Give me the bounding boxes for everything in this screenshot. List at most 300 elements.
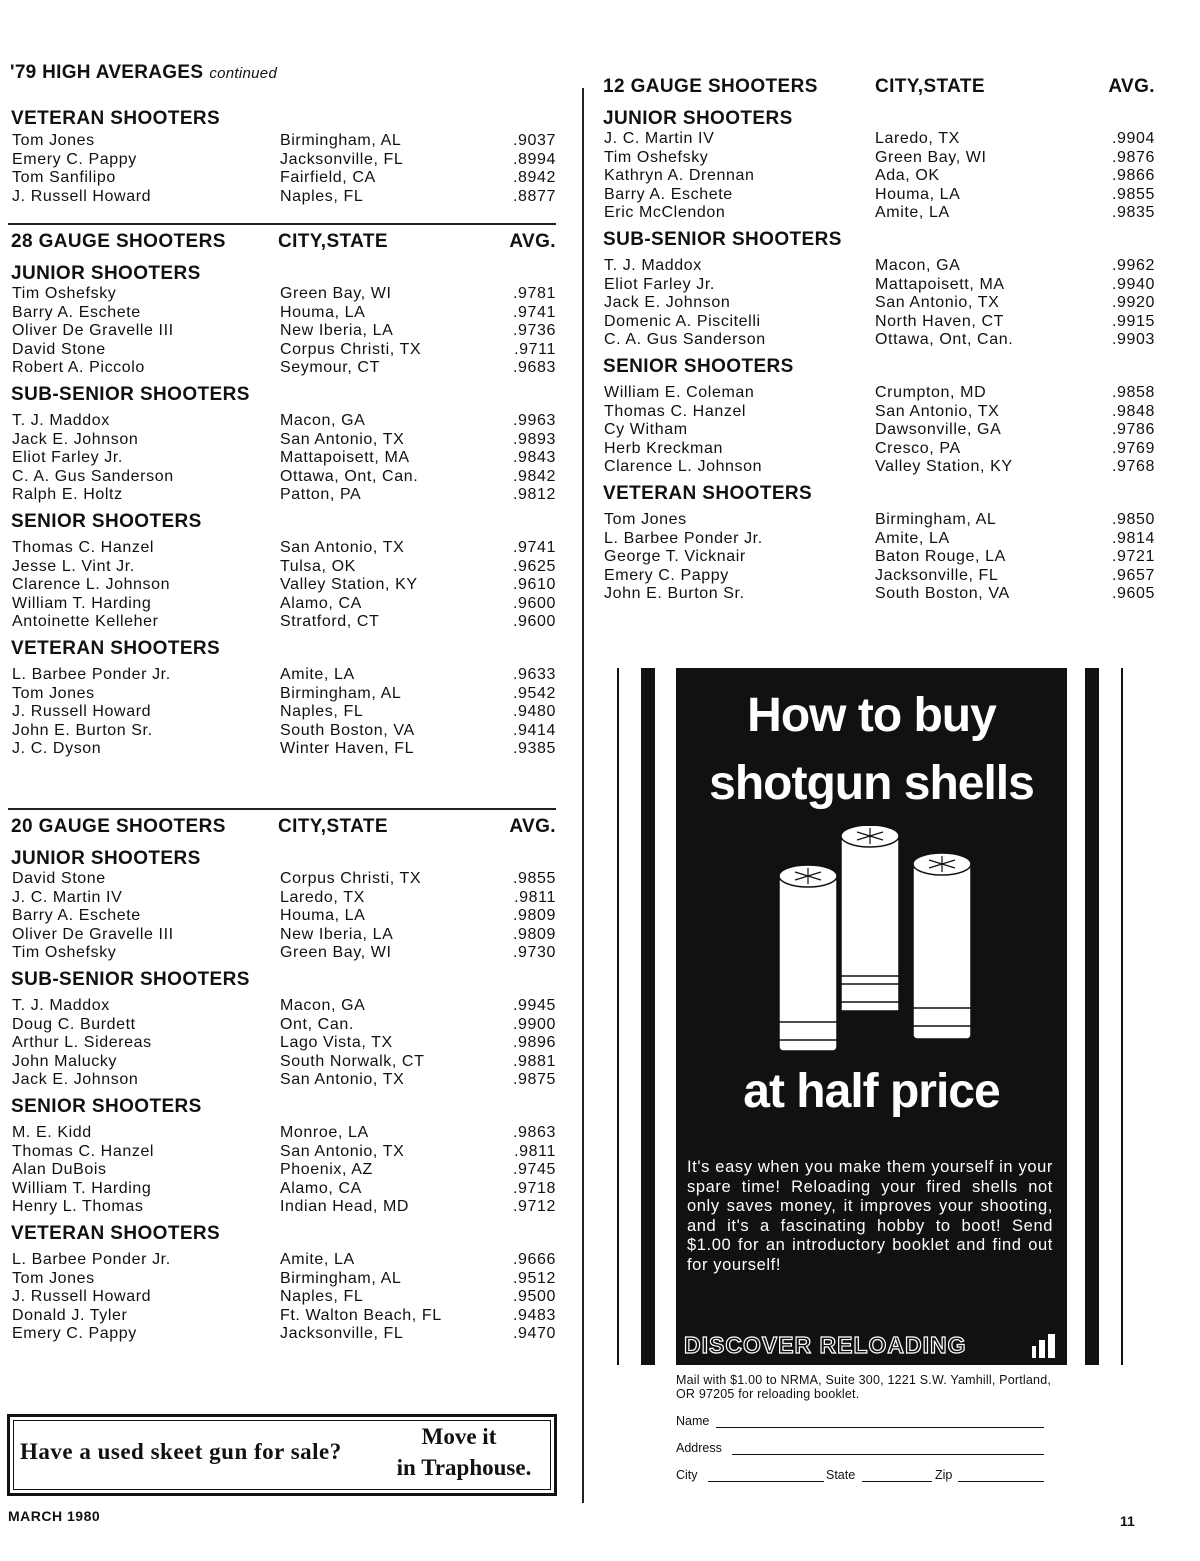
shooter-city: Green Bay, WI <box>280 285 392 302</box>
result-row <box>8 595 556 614</box>
result-row <box>8 1016 556 1035</box>
shooter-average: .9037 <box>512 132 556 149</box>
shooter-name: Donald J. Tyler <box>12 1306 128 1324</box>
coupon-name-field[interactable] <box>676 1407 1056 1434</box>
shooter-name: C. A. Gus Sanderson <box>12 467 174 485</box>
shooter-name: T. J. Maddox <box>12 411 110 429</box>
shooter-name: Tom Sanfilipo <box>12 169 116 187</box>
shooter-average: .9866 <box>1111 167 1155 185</box>
result-row <box>8 1071 556 1090</box>
shooter-city: Valley Station, KY <box>280 576 418 594</box>
shooter-name: Arthur L. Sidereas <box>12 1034 152 1052</box>
shooter-average: .9904 <box>1111 130 1155 147</box>
section-rule <box>8 223 556 225</box>
coupon-mail-instructions: Mail with $1.00 to NRMA, Suite 300, 1221 S.W. Yamhill, Portland, OR 97205 for reloading booklet. <box>676 1373 1052 1401</box>
shooter-average: .9814 <box>1111 529 1155 547</box>
shooter-average: .9900 <box>512 1015 556 1033</box>
shooter-city: Houma, LA <box>280 907 366 925</box>
shooter-average: .9736 <box>512 322 556 340</box>
result-row <box>8 1198 556 1217</box>
shooter-name: J. Russell Howard <box>12 1288 152 1306</box>
shooter-city: Macon, GA <box>280 411 366 429</box>
shooter-name: J. C. Dyson <box>12 740 102 758</box>
result-row <box>8 907 556 926</box>
shooter-name: Jack E. Johnson <box>604 294 731 312</box>
result-row <box>8 341 556 360</box>
section-title: VETERAN SHOOTERS <box>11 108 221 129</box>
footer-date: MARCH 1980 <box>8 1508 101 1524</box>
coupon-state-label: State <box>826 1468 856 1482</box>
shooter-city: San Antonio, TX <box>280 538 405 556</box>
shooter-city: Amite, LA <box>875 529 950 547</box>
section-title: SUB-SENIOR SHOOTERS <box>603 228 842 250</box>
shooter-city: Jacksonville, FL <box>875 566 999 584</box>
shooter-name: J. Russell Howard <box>12 187 152 205</box>
shooter-city: Ada, OK <box>875 167 940 185</box>
shooter-city: Amite, LA <box>280 1250 355 1268</box>
result-row <box>600 530 1155 549</box>
avg-column-header: AVG. <box>509 816 556 837</box>
shooter-city: Corpus Christi, TX <box>280 340 422 358</box>
shooter-name: Robert A. Piccolo <box>12 359 145 377</box>
shooter-city: Amite, LA <box>875 204 950 222</box>
shooter-name: M. E. Kidd <box>12 1123 92 1141</box>
shooter-name: Jack E. Johnson <box>12 430 139 448</box>
shooter-city: Naples, FL <box>280 1288 364 1306</box>
shooter-name: Barry A. Eschete <box>12 907 141 925</box>
ad-headline-3: at half price <box>743 1065 1000 1118</box>
shooter-average: .9809 <box>512 907 556 925</box>
result-row <box>8 1251 556 1270</box>
shooter-name: J. C. Martin IV <box>604 130 715 147</box>
event-header <box>600 76 1155 102</box>
results-list <box>600 511 1155 604</box>
shooter-average: .9896 <box>512 1034 556 1052</box>
result-row <box>600 511 1155 530</box>
shooter-city: Laredo, TX <box>875 130 960 147</box>
shooter-average: .9385 <box>512 740 556 758</box>
avg-column-header: AVG. <box>1108 76 1155 97</box>
shooter-name: Cy Witham <box>604 421 688 439</box>
result-row <box>600 548 1155 567</box>
shooter-city: Indian Head, MD <box>280 1198 410 1216</box>
result-row <box>8 132 556 151</box>
result-row <box>600 204 1155 223</box>
result-row <box>8 1325 556 1344</box>
shooter-name: Thomas C. Hanzel <box>604 402 747 420</box>
shooter-average: .9786 <box>1111 421 1155 439</box>
result-row <box>8 169 556 188</box>
shooter-name: David Stone <box>12 870 106 887</box>
shooter-city: Baton Rouge, LA <box>875 548 1006 566</box>
shooter-average: .9876 <box>1111 148 1155 166</box>
shooter-name: Herb Kreckman <box>604 439 723 457</box>
shooter-average: .9842 <box>512 467 556 485</box>
shooter-city: Naples, FL <box>280 703 364 721</box>
veteran-continued-block <box>8 106 556 206</box>
shooter-name: L. Barbee Ponder Jr. <box>604 529 763 547</box>
shooter-city: Stratford, CT <box>280 613 380 631</box>
shooter-name: Kathryn A. Drennan <box>604 167 755 185</box>
result-row <box>8 926 556 945</box>
classified-cta-line1: Move it <box>421 1424 497 1449</box>
shooter-name: Barry A. Eschete <box>604 185 733 203</box>
shooter-average: .9600 <box>512 613 556 631</box>
ad-headline-2: shotgun shells <box>709 757 1034 810</box>
running-head-title: '79 HIGH AVERAGES <box>10 62 204 83</box>
shooter-average: .9745 <box>512 1161 556 1179</box>
shooter-average: .9940 <box>1111 275 1155 293</box>
ad-headline-1: How to buy <box>747 689 996 742</box>
shooter-city: Houma, LA <box>280 303 366 321</box>
shooter-average: .9741 <box>512 303 556 321</box>
shotgun-shells-illustration <box>771 826 971 1056</box>
shooter-average: .9903 <box>1111 331 1155 349</box>
shooter-name: Oliver De Gravelle III <box>12 322 174 340</box>
shooter-city: Jacksonville, FL <box>280 1325 404 1343</box>
shooter-city: New Iberia, LA <box>280 322 394 340</box>
result-row <box>600 567 1155 586</box>
result-row <box>8 558 556 577</box>
shooter-name: T. J. Maddox <box>12 996 110 1014</box>
avg-column-header: AVG. <box>509 231 556 252</box>
section-title: JUNIOR SHOOTERS <box>11 263 201 284</box>
shooter-average: .9633 <box>512 665 556 683</box>
shooter-name: William T. Harding <box>12 594 152 612</box>
shooter-name: Clarence L. Johnson <box>604 458 763 476</box>
shooter-average: .9893 <box>512 430 556 448</box>
shooter-city: Amite, LA <box>280 665 355 683</box>
shooter-city: Lago Vista, TX <box>280 1034 393 1052</box>
section-title: SENIOR SHOOTERS <box>11 510 202 532</box>
shooter-name: Thomas C. Hanzel <box>12 538 155 556</box>
classified-cta-line2: in Traphouse. <box>396 1455 532 1480</box>
page-number: 11 <box>1120 1513 1135 1529</box>
shooter-name: Jack E. Johnson <box>12 1071 139 1089</box>
shooter-average: .9809 <box>512 925 556 943</box>
shooter-city: Patton, PA <box>280 486 362 504</box>
shooter-name: Eliot Farley Jr. <box>12 449 123 467</box>
shooter-city: San Antonio, TX <box>875 294 1000 312</box>
shooter-city: Ottawa, Ont, Can. <box>875 331 1014 349</box>
event-title: 20 GAUGE SHOOTERS <box>11 816 226 837</box>
shooter-city: Mattapoisett, MA <box>875 275 1005 293</box>
result-row <box>600 257 1155 276</box>
result-row <box>8 1270 556 1289</box>
result-row <box>600 403 1155 422</box>
results-list <box>8 1251 556 1344</box>
shooter-city: Birmingham, AL <box>280 1269 402 1287</box>
event-header <box>8 816 556 842</box>
shooter-name: Antoinette Kelleher <box>12 613 159 631</box>
shooter-city: Naples, FL <box>280 187 364 205</box>
shooter-average: .9811 <box>514 1142 556 1160</box>
result-row <box>8 666 556 685</box>
shooter-name: John E. Burton Sr. <box>12 721 153 739</box>
shooter-city: Alamo, CA <box>280 594 362 612</box>
result-row <box>8 449 556 468</box>
shooter-name: J. C. Martin IV <box>12 888 123 906</box>
shooter-city: San Antonio, TX <box>280 1142 405 1160</box>
result-row <box>600 276 1155 295</box>
shooter-average: .9858 <box>1111 383 1155 401</box>
coupon-address-label: Address <box>676 1441 722 1455</box>
shooter-name: Emery C. Pappy <box>12 1325 137 1343</box>
shooter-city: Houma, LA <box>875 185 961 203</box>
shooter-average: .9920 <box>1111 294 1155 312</box>
shooter-city: Jacksonville, FL <box>280 150 404 168</box>
shooter-name: L. Barbee Ponder Jr. <box>12 665 171 683</box>
shooter-average: .9625 <box>512 557 556 575</box>
section-title: JUNIOR SHOOTERS <box>603 108 793 129</box>
shooter-city: Birmingham, AL <box>280 132 402 149</box>
shooter-name: Emery C. Pappy <box>12 150 137 168</box>
coupon-city-state-zip-field[interactable] <box>676 1461 1056 1488</box>
result-row <box>8 722 556 741</box>
result-row <box>8 539 556 558</box>
shooter-average: .9945 <box>512 996 556 1014</box>
result-row <box>600 440 1155 459</box>
result-row <box>8 1124 556 1143</box>
shooter-name: John Malucky <box>12 1052 118 1070</box>
shooter-city: Corpus Christi, TX <box>280 870 422 887</box>
shooter-city: Birmingham, AL <box>875 510 997 528</box>
shooter-city: Mattapoisett, MA <box>280 449 410 467</box>
bars-icon <box>1031 1332 1055 1358</box>
shooter-city: Ft. Walton Beach, FL <box>280 1306 442 1324</box>
result-row <box>8 740 556 759</box>
shooter-average: .9483 <box>512 1306 556 1324</box>
shooter-city: South Boston, VA <box>875 585 1010 603</box>
shooter-city: Ont, Can. <box>280 1015 354 1033</box>
shooter-city: San Antonio, TX <box>875 402 1000 420</box>
results-list <box>8 997 556 1090</box>
shooter-city: North Haven, CT <box>875 312 1005 330</box>
shooter-average: .9843 <box>512 449 556 467</box>
result-row <box>8 685 556 704</box>
gauge-20-block <box>8 808 556 1344</box>
shooter-city: San Antonio, TX <box>280 1071 405 1089</box>
section-title: VETERAN SHOOTERS <box>11 1222 221 1244</box>
section-title: SENIOR SHOOTERS <box>603 355 794 377</box>
shooter-name: Barry A. Eschete <box>12 303 141 321</box>
shooter-name: Jesse L. Vint Jr. <box>12 557 135 575</box>
result-row <box>8 1161 556 1180</box>
shooter-average: .9963 <box>512 411 556 429</box>
running-head-note: continued <box>209 65 278 82</box>
shooter-average: .9848 <box>1111 402 1155 420</box>
shooter-average: .9512 <box>512 1269 556 1287</box>
gauge-28-block <box>8 223 556 759</box>
shooter-name: Ralph E. Holtz <box>12 486 123 504</box>
results-list <box>600 130 1155 223</box>
shooter-average: .9768 <box>1111 458 1155 476</box>
shooter-city: Laredo, TX <box>280 888 365 906</box>
shooter-average: .9470 <box>512 1325 556 1343</box>
shooter-city: Green Bay, WI <box>280 944 392 962</box>
shooter-average: .9741 <box>512 538 556 556</box>
shooter-city: South Boston, VA <box>280 721 415 739</box>
shooter-average: .9875 <box>512 1071 556 1089</box>
result-row <box>600 130 1155 149</box>
shooter-city: Green Bay, WI <box>875 148 987 166</box>
shooter-average: .9721 <box>1111 548 1155 566</box>
shooter-city: South Norwalk, CT <box>280 1052 425 1070</box>
result-row <box>8 468 556 487</box>
result-row <box>600 313 1155 332</box>
result-row <box>8 703 556 722</box>
result-row <box>8 889 556 908</box>
shooter-city: Phoenix, AZ <box>280 1161 373 1179</box>
shooter-average: .9781 <box>512 285 556 302</box>
shooter-name: Tom Jones <box>12 1269 95 1287</box>
result-row <box>8 188 556 207</box>
section-title: JUNIOR SHOOTERS <box>11 848 201 869</box>
result-row <box>8 151 556 170</box>
result-row <box>600 458 1155 477</box>
ad-brand-text: DISCOVER RELOADING <box>684 1332 967 1358</box>
section-rule <box>8 808 556 810</box>
shooter-name: Tim Oshefsky <box>12 285 117 302</box>
shooter-name: Tom Jones <box>12 132 95 149</box>
coupon-city-label: City <box>676 1468 698 1482</box>
result-row <box>8 1053 556 1072</box>
result-row <box>600 384 1155 403</box>
section-title: VETERAN SHOOTERS <box>11 637 221 659</box>
shooter-name: L. Barbee Ponder Jr. <box>12 1250 171 1268</box>
shooter-city: Cresco, PA <box>875 439 961 457</box>
shooter-average: .9811 <box>514 888 556 906</box>
results-list <box>8 285 556 378</box>
city-column-header: CITY,STATE <box>875 76 985 97</box>
shooter-name: J. Russell Howard <box>12 703 152 721</box>
result-row <box>8 944 556 963</box>
column-divider <box>582 88 584 1503</box>
shooter-average: .9542 <box>512 684 556 702</box>
shooter-city: New Iberia, LA <box>280 925 394 943</box>
shooter-average: .9657 <box>1111 566 1155 584</box>
section-title: SUB-SENIOR SHOOTERS <box>11 968 250 990</box>
shooter-average: .9863 <box>512 1123 556 1141</box>
results-list <box>8 132 556 206</box>
ad-body-copy: It's easy when you make them yourself in your spare time! Reloading your fired shells not only saves money, it improves your shooting, and it's a fascinating hobby to boot! Send $1.00 for an introductory booklet and find out for yourself! <box>687 1158 1053 1274</box>
result-row <box>600 186 1155 205</box>
shooter-name: Henry L. Thomas <box>12 1198 144 1216</box>
shooter-average: .9850 <box>1111 510 1155 528</box>
results-list <box>8 870 556 963</box>
shooter-city: Macon, GA <box>875 256 961 274</box>
result-row <box>8 997 556 1016</box>
results-list <box>8 412 556 505</box>
shooter-city: Seymour, CT <box>280 359 380 377</box>
shooter-average: .9683 <box>512 359 556 377</box>
shooter-city: Tulsa, OK <box>280 557 356 575</box>
result-row <box>8 1143 556 1162</box>
shooter-average: .8994 <box>512 150 556 168</box>
shooter-city: Winter Haven, FL <box>280 740 415 758</box>
result-row <box>8 412 556 431</box>
results-list <box>8 1124 556 1217</box>
result-row <box>600 167 1155 186</box>
shooter-name: Oliver De Gravelle III <box>12 925 174 943</box>
shooter-average: .9855 <box>512 870 556 887</box>
result-row <box>8 285 556 304</box>
shooter-name: Eliot Farley Jr. <box>604 275 715 293</box>
shooter-name: C. A. Gus Sanderson <box>604 331 766 349</box>
shooter-average: .8942 <box>512 169 556 187</box>
results-list <box>8 539 556 632</box>
section-title: VETERAN SHOOTERS <box>603 482 813 504</box>
ad-brand-logo <box>684 1332 967 1359</box>
result-row <box>600 294 1155 313</box>
shooter-name: George T. Vicknair <box>604 548 746 566</box>
shooter-name: Alan DuBois <box>12 1161 107 1179</box>
shooter-average: .9718 <box>512 1179 556 1197</box>
result-row <box>8 1307 556 1326</box>
coupon-address-field[interactable] <box>676 1434 1056 1461</box>
running-head <box>10 62 277 84</box>
shooter-average: .9962 <box>1111 256 1155 274</box>
shooter-average: .9730 <box>512 944 556 962</box>
section-title: SENIOR SHOOTERS <box>11 1095 202 1117</box>
shooter-average: .9812 <box>512 486 556 504</box>
shooter-average: .9500 <box>512 1288 556 1306</box>
shooter-name: Doug C. Burdett <box>12 1015 136 1033</box>
shooter-average: .9711 <box>514 340 556 358</box>
event-header <box>8 231 556 257</box>
shooter-city: Monroe, LA <box>280 1123 369 1141</box>
result-row <box>8 1034 556 1053</box>
shooter-name: Clarence L. Johnson <box>12 576 171 594</box>
shooter-name: Tom Jones <box>12 684 95 702</box>
shooter-name: Domenic A. Piscitelli <box>604 312 761 330</box>
shooter-average: .9610 <box>512 576 556 594</box>
results-list <box>8 666 556 759</box>
shooter-average: .9600 <box>512 594 556 612</box>
shooter-name: Emery C. Pappy <box>604 566 729 584</box>
shooter-average: .9480 <box>512 703 556 721</box>
section-title: SUB-SENIOR SHOOTERS <box>11 383 250 405</box>
shooter-city: Valley Station, KY <box>875 458 1013 476</box>
shooter-city: Birmingham, AL <box>280 684 402 702</box>
shooter-average: .9712 <box>512 1198 556 1216</box>
shooter-name: Tom Jones <box>604 510 687 528</box>
result-row <box>600 421 1155 440</box>
city-column-header: CITY,STATE <box>278 816 388 837</box>
result-row <box>600 331 1155 350</box>
result-row <box>8 1180 556 1199</box>
classified-question: Have a used skeet gun for sale? <box>20 1439 342 1464</box>
shooter-average: .9915 <box>1111 312 1155 330</box>
results-list <box>600 384 1155 477</box>
shooter-average: .9414 <box>512 721 556 739</box>
traphouse-classified-box <box>7 1414 557 1496</box>
event-title: 12 GAUGE SHOOTERS <box>603 76 818 97</box>
result-row <box>8 304 556 323</box>
coupon-zip-label: Zip <box>935 1468 953 1482</box>
shooter-city: Fairfield, CA <box>280 169 376 187</box>
shooter-average: .9769 <box>1111 439 1155 457</box>
result-row <box>8 359 556 378</box>
shooter-name: John E. Burton Sr. <box>604 585 745 603</box>
shooter-city: San Antonio, TX <box>280 430 405 448</box>
shooter-name: Eric McClendon <box>604 204 726 222</box>
shooter-city: Macon, GA <box>280 996 366 1014</box>
gauge-12-block <box>600 76 1155 604</box>
result-row <box>8 322 556 341</box>
reloading-advertisement <box>676 668 1067 1365</box>
ad-coupon <box>676 1373 1056 1488</box>
